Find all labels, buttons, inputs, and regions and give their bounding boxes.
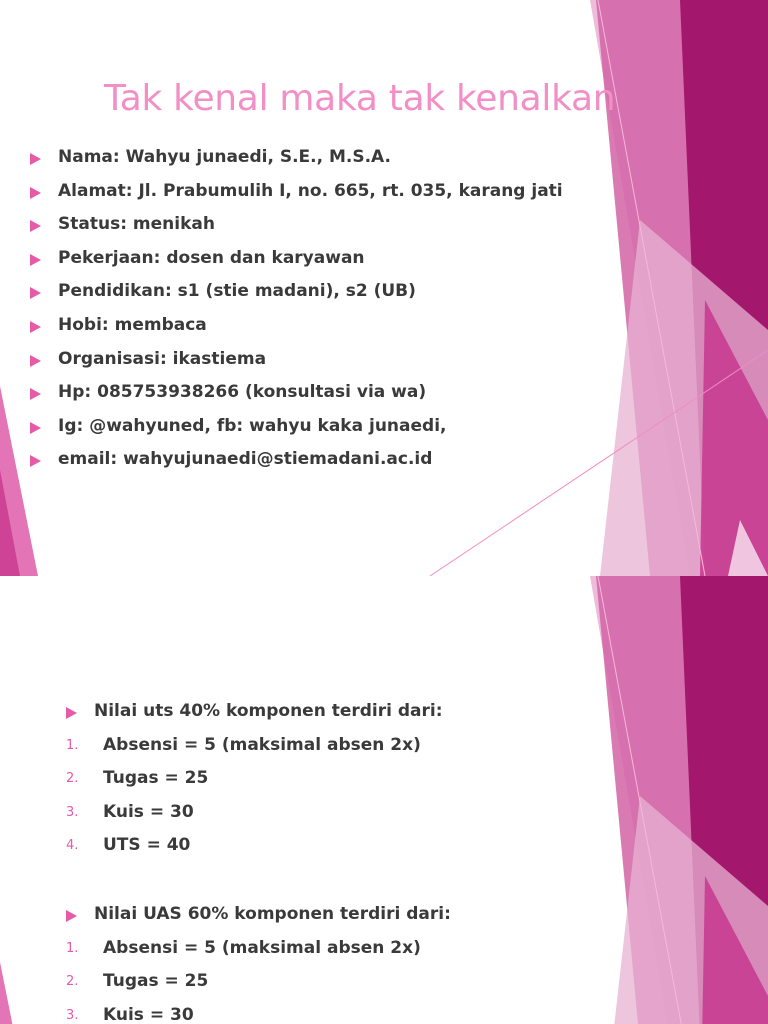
list-item: 4. UTS = 40 <box>66 835 191 856</box>
bullet-arrow-icon <box>30 355 41 367</box>
bullet-arrow-icon <box>30 287 41 299</box>
bullet-arrow-icon <box>30 422 41 434</box>
list-item: 3. Kuis = 30 <box>66 1004 194 1024</box>
bullet-arrow-icon <box>30 388 41 400</box>
list-item: 2. Tugas = 25 <box>66 768 209 789</box>
uas-block <box>66 898 451 1024</box>
bullet-arrow-icon <box>30 220 41 232</box>
list-item: 3. Kuis = 30 <box>66 801 194 822</box>
uts-heading: Nilai uts 40% komponen terdiri dari: <box>66 695 443 729</box>
list-item: Nama: Wahyu junaedi, S.E., M.S.A. <box>30 141 563 175</box>
bullet-arrow-icon <box>66 910 77 922</box>
profile-list <box>30 141 563 477</box>
bullet-arrow-icon <box>30 321 41 333</box>
bullet-arrow-icon <box>30 187 41 199</box>
slide-2 <box>0 576 768 1024</box>
uts-block <box>66 695 443 863</box>
uas-heading: Nilai UAS 60% komponen terdiri dari: <box>66 898 451 932</box>
list-item: 1. Absensi = 5 (maksimal absen 2x) <box>66 937 421 958</box>
list-item: Hobi: membaca <box>30 309 563 343</box>
bullet-arrow-icon <box>30 254 41 266</box>
list-item: Organisasi: ikastiema <box>30 343 563 377</box>
list-item: Hp: 085753938266 (konsultasi via wa) <box>30 376 563 410</box>
uts-components-list <box>66 729 443 863</box>
bullet-arrow-icon <box>66 707 77 719</box>
uas-components-list <box>66 932 451 1024</box>
list-item: Alamat: Jl. Prabumulih I, no. 665, rt. 035, karang jati <box>30 175 563 209</box>
list-item: Ig: @wahyuned, fb: wahyu kaka junaedi, <box>30 410 563 444</box>
bullet-arrow-icon <box>30 153 41 165</box>
list-item: Pendidikan: s1 (stie madani), s2 (UB) <box>30 275 563 309</box>
list-item: email: wahyujunaedi@stiemadani.ac.id <box>30 443 563 477</box>
list-item: Status: menikah <box>30 208 563 242</box>
list-item: 1. Absensi = 5 (maksimal absen 2x) <box>66 734 421 755</box>
slide-title: Tak kenal maka tak kenalkan <box>104 78 616 119</box>
bullet-arrow-icon <box>30 455 41 467</box>
list-item: 2. Tugas = 25 <box>66 971 209 992</box>
list-item: Pekerjaan: dosen dan karyawan <box>30 242 563 276</box>
